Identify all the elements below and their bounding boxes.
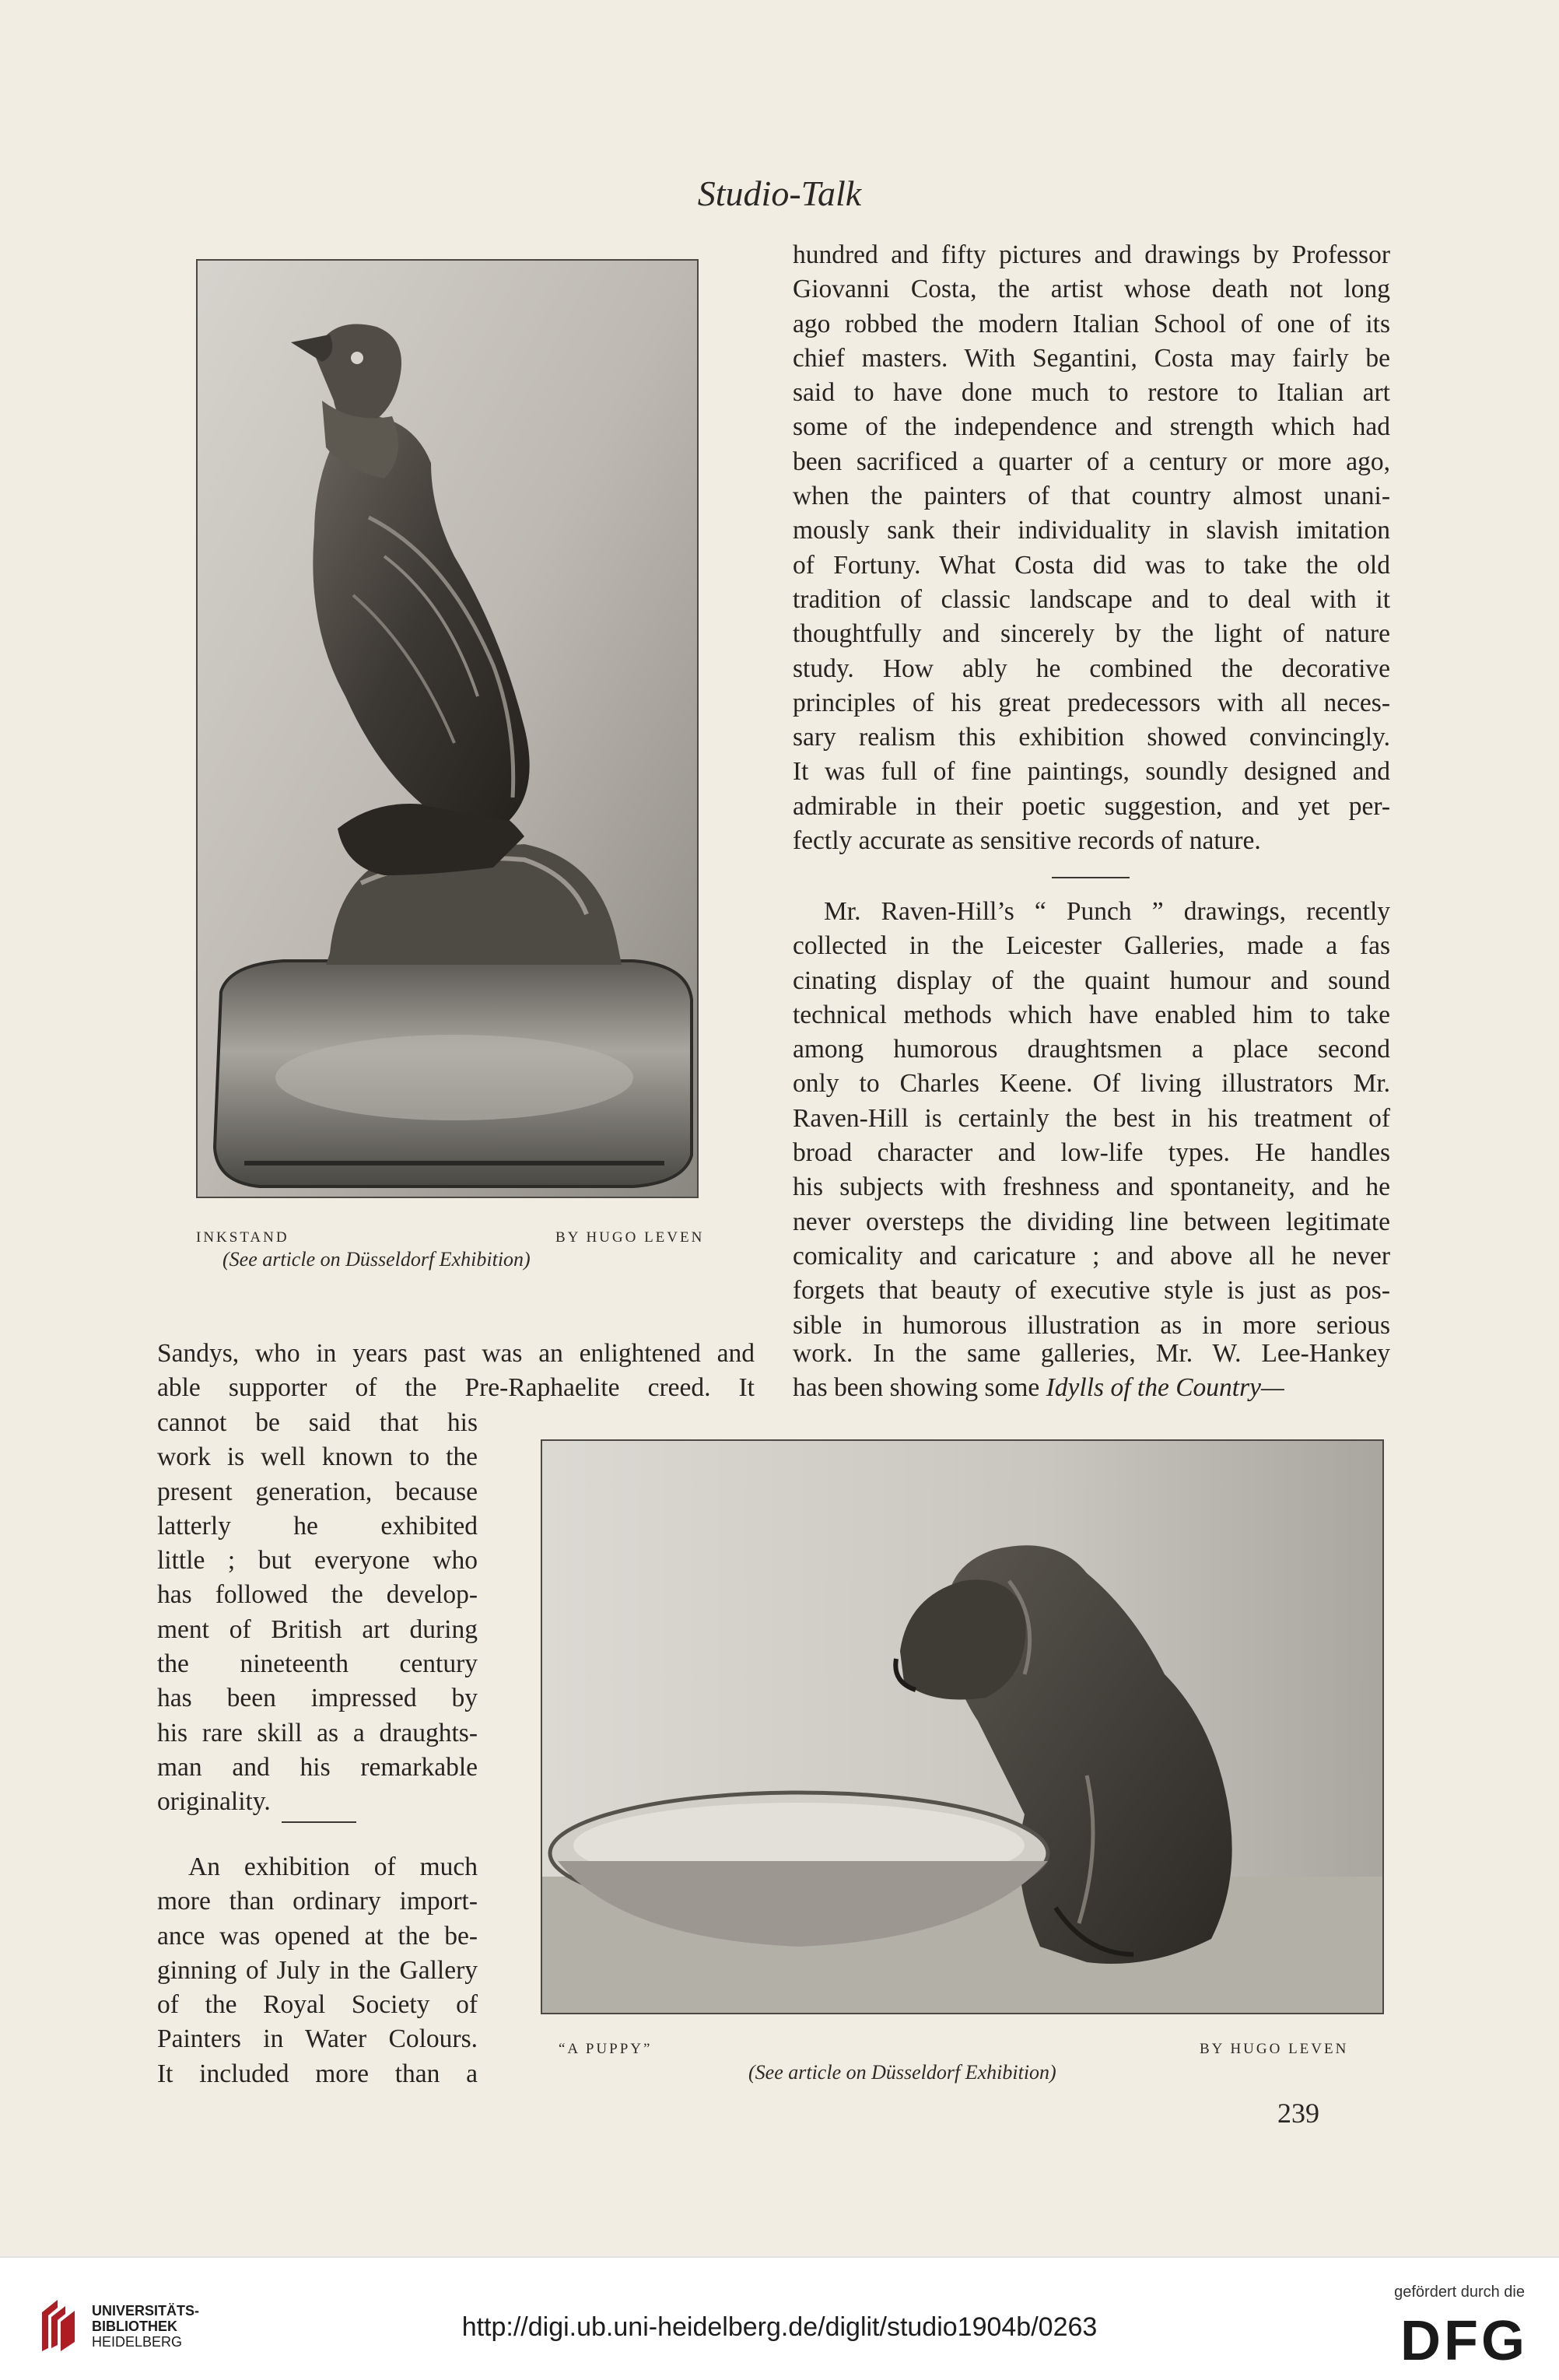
funded-by-label: gefördert durch die <box>1394 2284 1525 2301</box>
left-column-exhibition-paragraph <box>157 1850 478 2091</box>
right-column-paragraph-raven-hill <box>793 895 1390 1343</box>
bottom-left-line: Sandys, who in years past was an enlightened and <box>157 1339 755 1368</box>
bottom-right-line-2 <box>793 1371 1390 1405</box>
library-name-line-3: HEIDELBERG <box>92 2334 183 2350</box>
right-column-top-line: admirable in their poetic suggestion, and yet per- <box>793 791 1390 821</box>
right-column-top-line: chief masters. With Segantini, Costa may fairly be <box>793 343 1390 373</box>
right-column-top-line: fectly accurate as sensitive records of nature. <box>793 826 1261 856</box>
right-column-top-line: when the painters of that country almost unani- <box>793 482 1390 511</box>
left-narrow-a-line: little ; but everyone who <box>157 1546 478 1576</box>
bottom-left-line: able supporter of the Pre-Raphaelite creed. It <box>157 1373 755 1403</box>
puppy-illustration <box>542 1441 1382 2013</box>
left-narrow-b-line: An exhibition of much <box>188 1852 478 1881</box>
right-column-top-line: study. How ably he combined the decorative <box>793 654 1390 683</box>
right-column-second-line: only to Charles Keene. Of living illustrators Mr. <box>793 1069 1390 1099</box>
right-column-top-line: been sacrificed a quarter of a century or more ago, <box>793 447 1390 476</box>
left-narrow-b-line: It included more than a <box>157 2059 478 2088</box>
lee-hankey-text: has been showing some <box>793 1373 1046 1403</box>
right-column-second-line: technical methods which have enabled him to take <box>793 1000 1390 1029</box>
right-column-top-line: sary realism this exhibition showed convincingly. <box>793 723 1390 752</box>
right-column-second-line: among humorous draughtsmen a place second <box>793 1035 1390 1064</box>
eagle-inkstand-illustration <box>198 261 697 1197</box>
library-name-line-1: UNIVERSITÄTS- <box>92 2303 200 2319</box>
left-narrow-b-line: Painters in Water Colours. <box>157 2024 478 2054</box>
running-head: Studio-Talk <box>697 174 862 213</box>
right-column-second-line: Mr. Raven-Hill’s “ Punch ” drawings, recently <box>824 897 1390 926</box>
permalink-url[interactable]: http://digi.ub.uni-heidelberg.de/diglit/studio1904b/0263 <box>461 2312 1098 2342</box>
eagle-caption-title: INKSTAND <box>196 1229 289 1246</box>
right-column-top-line: mously sank their individuality in slavish imitation <box>793 516 1390 545</box>
right-column-second-line: sible in humorous illustration as in more serious <box>793 1310 1390 1340</box>
puppy-photo <box>541 1439 1384 2014</box>
left-narrow-b-line: ginning of July in the Gallery <box>157 1955 478 1985</box>
left-narrow-a-line: has been impressed by <box>157 1684 478 1713</box>
left-narrow-a-line: cannot be said that his <box>157 1408 478 1437</box>
bottom-left-lines <box>157 1337 755 1406</box>
right-column-top-line: hundred and fifty pictures and drawings by Professor <box>793 240 1390 269</box>
right-column-top-line: thoughtfully and sincerely by the light of nature <box>793 619 1390 649</box>
eagle-caption-credit: BY HUGO LEVEN <box>555 1229 705 1246</box>
left-narrow-b-line: ance was opened at the be- <box>157 1921 478 1951</box>
bottom-right-lines <box>793 1337 1390 1406</box>
puppy-caption-title: “A PUPPY” <box>559 2041 653 2057</box>
right-column-second-line: comicality and caricature ; and above all he never <box>793 1241 1390 1271</box>
right-column-paragraph-costa <box>793 238 1390 858</box>
left-narrow-a-line: present generation, because <box>157 1477 478 1506</box>
left-narrow-a-line: his rare skill as a draughts- <box>157 1718 478 1747</box>
right-column-second-line: his subjects with freshness and spontaneity, and he <box>793 1172 1390 1202</box>
eagle-caption-note: (See article on Düsseldorf Exhibition) <box>222 1248 531 1271</box>
left-narrow-b-line: of the Royal Society of <box>157 1990 478 2020</box>
right-column-second-line: broad character and low-life types. He handles <box>793 1138 1390 1168</box>
puppy-caption-credit: BY HUGO LEVEN <box>1200 2041 1349 2057</box>
right-column-top-line: some of the independence and strength which had <box>793 412 1390 442</box>
right-column-top-line: tradition of classic landscape and to deal with it <box>793 584 1390 614</box>
right-column-top-line: Giovanni Costa, the artist whose death not long <box>793 275 1390 304</box>
right-column-second-line: Raven-Hill is certainly the best in his treatment of <box>793 1103 1390 1133</box>
dfg-logo: DFG <box>1400 2310 1528 2372</box>
left-narrow-a-line: man and his remarkable <box>157 1752 478 1782</box>
library-name-line-2: BIBLIOTHEK <box>92 2319 177 2334</box>
right-column-top-line: principles of his great predecessors with all neces- <box>793 688 1390 717</box>
puppy-caption-note: (See article on Düsseldorf Exhibition) <box>748 2061 1056 2084</box>
section-divider-left <box>282 1821 356 1823</box>
page-number: 239 <box>1277 2098 1319 2129</box>
section-divider-right <box>1052 877 1130 878</box>
bottom-right-line-1: work. In the same galleries, Mr. W. Lee-Hankey <box>793 1339 1390 1368</box>
right-column-second-line: forgets that beauty of executive style is just as pos- <box>793 1276 1390 1306</box>
right-column-second-line: cinating display of the quaint humour and sound <box>793 966 1390 995</box>
left-narrow-a-line: originality. <box>157 1787 271 1817</box>
idylls-title: Idylls of the Country— <box>1046 1373 1284 1403</box>
left-column-sandys-paragraph <box>157 1406 478 1820</box>
right-column-second-line: never oversteps the dividing line between legitimate <box>793 1207 1390 1236</box>
left-narrow-b-line: more than ordinary import- <box>157 1887 478 1916</box>
right-column-top-line: It was full of fine paintings, soundly designed and <box>793 757 1390 787</box>
eagle-inkstand-photo <box>196 259 699 1198</box>
left-narrow-a-line: the nineteenth century <box>157 1649 478 1679</box>
left-narrow-a-line: work is well known to the <box>157 1442 478 1472</box>
right-column-top-line: ago robbed the modern Italian School of one of its <box>793 309 1390 338</box>
right-column-second-line: collected in the Leicester Galleries, made a fas <box>793 931 1390 961</box>
left-narrow-a-line: ment of British art during <box>157 1614 478 1644</box>
right-column-top-line: said to have done much to restore to Italian art <box>793 378 1390 408</box>
left-narrow-a-line: latterly he exhibited <box>157 1511 478 1541</box>
right-column-top-line: of Fortuny. What Costa did was to take the old <box>793 550 1390 580</box>
left-narrow-a-line: has followed the develop- <box>157 1580 478 1610</box>
